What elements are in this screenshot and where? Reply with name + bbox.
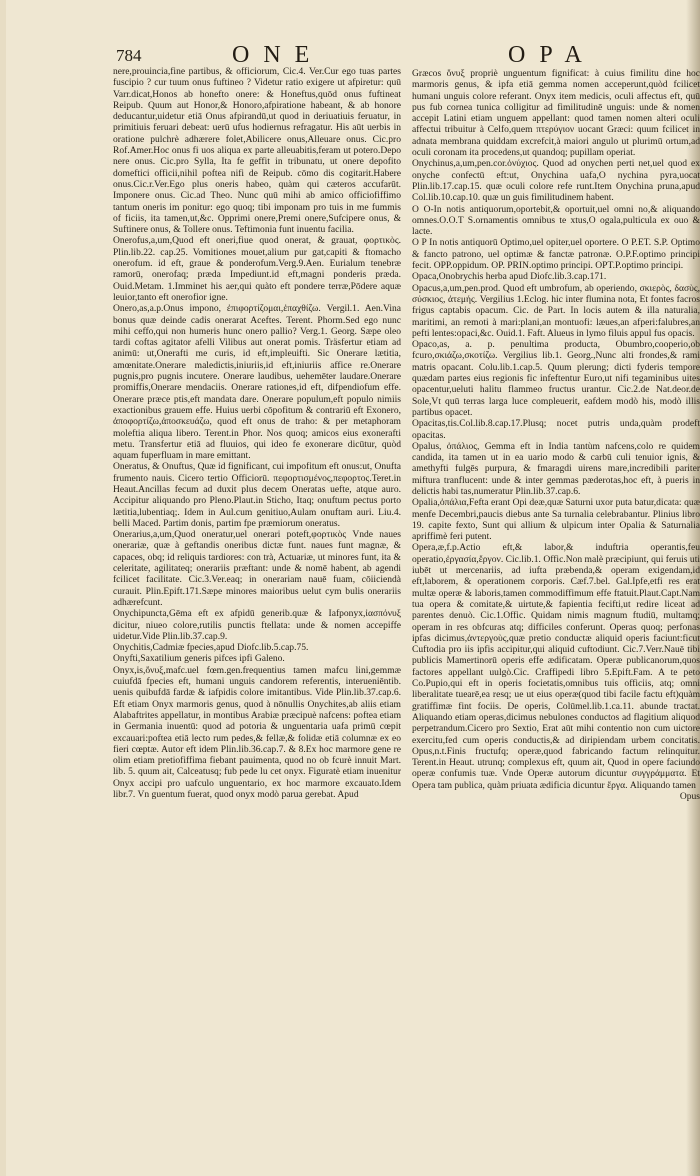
entry-opera: Opera,æ,f.p.Actio eft,& labor,& induftria operantis,feu operatio,ἐργασία,ἔργον. Cic.lib.1. Offic.Non malè præcipiunt, qui feruis uti iubēt ut mercenariis, ad iufta præbenda,& operam exigendam,id eft,laborem, & operationem corporis. Cæf.7.bel. Gal.Ipfe,etfi res erat multæ operæ & laboris,tamen commodiffimum effe ftatuit.Plaut.Capt.Nam tua opera & comitate,& uirtute,& fapientia fecifti,ut redire liceat ad parentes denuò. Cic.1.Offic. Quidam nimis magnum ftudiū, multamq; operam in res obfcuras atq; difficiles conferunt. Operas quoq; perfonas ipfas dicimus,ἀντεργοὺς,quæ pretio conductæ aliquid operis faciunt:ficut Cuftodia pro iis ipfis accipitur,qui aliquid cuftodiunt. Cic.7.Verr.Nauē tibi publicis Mamertinorū operis effe ædificatam. Operæ publicanorum,quos factores appellant uulgò.Cic. Craffipedi libro 5.Epift.Fam. A te peto Co.Pupio,qui eft in operis focietatis,omnibus tuis officiis, atq; omni liberalitate tuearē,ea resq; ue ut eius operæ(quod tibi facile factu eft)quàm gratiffimæ fint fociis. De operis, Colūmel.lib.1.ca.11. abunde tractat. Aliquando etiam operas,dicimus nebulones conductos ad flagitium aliquod perpetrandum.Cicero pro Sextio, Erat aūt mihi contentio non cum uictore exercitu,fed cum operis conductis,& ad diripiendam urbem concitatis. Opus,n.t.Finis fructufq; operæ,quod fabricando factum relinquitur. Terent.in Heaut. utrunq; complexus eft, quum ait, Quod in opere faciundo operæ confumis tuæ. Vnde Operæ autorum dicuntur συγγράμματα. Et Opera tam publica, quàm priuata ædificia dicuntur ἔργα. Aliquando tamen <box>412 542 700 791</box>
entry-onus-continued: nere,prouincia,fine partibus, & officiorum, Cic.4. Ver.Cur ego tuas partes fuscipio ? cur tuum onus fuftineo ? Videtur ratio exigere ut afpiretur: quū Varr.dicat,Honos ab honefto onere: & Honeftus,quōd onus fuftineat Reipub. Quum aut Honor,& Honoro,afpiratione habeant, & ab honore deducantur,uidetur etiā Onus afpirandū,ut quod in deriuatiuis feruatur, in primitiuis feruari debeat: uerū ufus hodiernus refragatur. His aūt uerbis in oratione pulchrè adhærere folet,Abilicere onus,Alleuare onus. Cic.pro Rof.Amer.Hoc onus fi uos aliqua ex parte alleuabitis,feram ut potero.Depo nere onus. Cic.pro Sylla, Ita fe geffit in tribunatu, ut onere depofito domeftici officii,nihil poftea nifi de Reipub. cōmo dis cogitarit.Habere onus.Cic.r.Ver.Ego plus oneris habeo, quàm qui cæteros accufarūt. Imponere onus. Cic.ad Theo. Nunc quū mihi ab amico officiofiffimo tantum oneris im ponitur: ego quoq; tibi imponam pro tuis in me fummis of ficiis, ita tamen,ut,&c. Opprimi onere,Premi onere,Sufcipere onus, & Suftinere onus, & Tollere onus. Teftimonia funt inuentu facilia. <box>113 66 401 236</box>
entry-onero: Onero,as,a.p.Onus impono, ἐπιφορτίζομαι,ἐπαχθίζω. Vergil.1. Aen.Vina bonus quæ deinde cadis onerarat Aceftes. Terent. Phorm.Sed ego nunc mihi ceffo,qui non humeris hunc onero pallio? Verg.1. Georg. Sæpe oleo tardi coftas agitator afelli Vilibus aut onerat pomis. Träsfertur etiam ad animū: ut,Onerafti me curis, id eft,impleuifti. Sic Onerare lætitia, amœnitate.Onerare maledictis,iniuriis,id eft,iniuriis affice re.Onerare pugnis,pro pugnis incutere. Onerare laudibus, uehemēter laudare.Onerare promiffis,Onerare mendaciis. Onerare rationes,id eft, difpendiofum effe. Onerare præce ptis,eft mandata dare. Onerare populum,eft populo nimiis exactionibus grauem effe. Huius uerbi cōpofitum & contrariū eft Exonero, ἀποφορτίζω,ἀποσκευάζω, quod eft onus de traho: & per metaphoram moleftia aliqua libero. Terent.in Phor. Nos quoq; amicos eius exonerafti metu. Transfertur etiā ad fluuios, qui ideo fe exonerare dicūtur, quòd aquam fuperfluam in mare emittant. <box>113 303 401 462</box>
left-running-head: O N E <box>232 42 314 68</box>
entry-opaco: Opaco,as, a. p. penultima producta, Obumbro,cooperio,ob fcuro,σκιάζω,σκοτίζω. Vergilius lib.1. Georg.,Nunc alti frondes,& rami matris opacant. Colu.lib.1.cap.5. Quum plerung; dicti fyderis tempore quædam partes eius regionis fic infeftentur Euro,ut nifi tegaminibus uites opacentur,ueluti halitu flammeo fructus urantur. Cic.2.de Nat.deor.de Sole,Vt quū terras larga luce compleuerit, eafdem modò his, modò illis partibus opacet. <box>412 339 700 418</box>
entry-onychipuncta: Onychipuncta,Gēma eft ex afpidū generib.quæ & Iafponyx,ἰασπόνυξ dicitur, niueo colore,rutilis punctis ftellata: unde & nomen accepiffe uidetur.Vide Plin.lib.37.cap.9. <box>113 608 401 642</box>
page-number: 784 <box>116 46 142 65</box>
entry-opalus: Opalus, ὀπάλιος, Gemma eft in India tantùm nafcens,colo re quidem candida, ita tamen ut in ea uario modo & carbū culi tenuior ignis, & amethyfti fulgēs purpura, & fmaragdi uirens mare,incredibili pariter miftura tranflucent: unde & inter gemmas pæderotas,hoc eft, à pueris in delictis habi tas,numeratur Plin.lib.37.cap.6. <box>412 440 700 497</box>
entry-onychinus: Onychinus,a,um,pen.cor.ὀνύχιος. Quod ad onychen perti net,uel quod ex onyche confectū eft:ut, Onychina uafa,O nychina pyra,uocat Plin.lib.17.cap.15. quæ oculi colore refe runt.Item Onychina pruna,apud Col.lib.10.cap.10. quæ un guis fimilitudinem habent. <box>412 158 700 204</box>
right-column <box>412 68 700 802</box>
entry-opacitas: Opacitas,tis.Col.lib.8.cap.17.Plusq; nocet putris unda,quàm prodeft opacitas. <box>412 418 700 441</box>
entry-opacus: Opacus,a,um,pen.prod. Quod eft umbrofum, ab operiendo, σκιερὸς, δασὺς, σύσκιος, ἀτεμής. Vergilius 1.Eclog. hic inter flumina nota, Et fontes facros frigus captabis opacum. Cic. de Part. In locis autem & illa naturalia, maritimi, an remoti à mari:plani,an montuofi: læues,an afperi:falubres,an pefti lentes:opaci,&c. Ouid.1. Faft. Alueus in lymo filuis appul fus opacis. <box>412 282 700 339</box>
entry-opalia: Opalia,ὀπάλια,Fefta erant Opi deæ,quæ Saturni uxor puta batur,dicata: quæ menfe Decembri,paucis diebus ante Sa turnalia celebrabantur. Plinius libro 19. capite fexto, Sunt qui allium & ulpicum inter Opalia & Saturnalia apriffimè feri putent. <box>412 497 700 543</box>
right-running-head: O P A <box>508 42 586 68</box>
entry-op: O P In notis antiquorū Optimo,uel opiter,uel oportere. O P.ET. S.P. Optimo & fancto patrono, uel optimæ & fanctæ patronæ. O.P.F.optimo principi fecit. OPP.oppidum. OP. PRIN.optimo principi. OPT.P.optimo principi. <box>412 237 700 272</box>
left-column <box>113 66 401 800</box>
entry-onyx: Onyx,is,ὄνυξ,mafc.uel fœm.gen.frequentius tamen mafcu lini,gemmæ cuiufdā fpecies eft, humani unguis candorem referentis, interueniēntib. uenis quibufdā fardæ & iafpidis colore imitantibus. Vide Plin.lib.37.cap.6. Eft etiam Onyx marmoris genus, quod à nōnullis Onychites,ab aliis etiam Alabaftrites appellatur, in montibus Arabiæ præcipuè nafcens: poftea etiam in Germania inuentū: quod ad potoria & unguentaria uafa primū cœpit excauari:poftea etiā lecto rum pedes,& fellæ,& folidæ etiā columnæ ex eo fieri cœptæ. Autor eft idem Plin.lib.36.cap.7. & 8.Ex hoc marmore gene re olim etiam pretiofiffima fiebant pauimenta, quod no ob fcurè innuit Mart. lib. 5. quum ait, Calceatusq; fub pede lu cet onyx. Figuratè etiam inuenitur Onyx accipi pro uafculo unguentario, ex hoc marmore excauato.Idem libr.7. Vn guentum fuerat, quod onyx modò parua gerebat. Apud <box>113 664 401 800</box>
entry-onysti: Onyfti,Saxatilium generis pifces ipfi Galeno. <box>113 653 285 665</box>
entry-onyx-continued: Græcos ὄνυξ propriè unguentum fignificat: à cuius fimilitu dine hoc marmoris genus, & ipfa etiā gemma nomen acceperunt,quòd fcilicet humani unguis colore referant. Onyx item medicis, oculi affectus eft, quū pus fub cornea tunica colligitur ad fimilitudinē unguis: unde & nomen accepit Latini etiam unguem appellant: quod tamen nomen alteri oculi affectui tribuitur à Celfo,quem πτερύγιον uocant Græci: quum fcilicet in adnata membrana quiddam excrefcit,à maiori angulo ut plurimū ortum,ad oculi coronam ita procedens,ut quandoq; pupillam operiat. <box>412 68 700 159</box>
entry-onychitis: Onychitis,Cadmiæ fpecies,apud Diofc.lib.5.cap.75. <box>113 642 309 654</box>
entry-onerarius: Onerarius,a,um,Quod oneratur,uel onerari poteft,φορτικὸς Vnde naues onerariæ, quæ à geftandis oneribus dictæ funt. naues funt magnæ, & capaces, obq; id reliquis tardiores: con trà, Actuariæ, ut minores funt, ita & celeritate, agilitateq; onerariis præftant: unde & nomē habent, ab agendi fcilicet facilitate. Cic.3.Ver.eaq; in onerariam nauē fuam, cōiiciendà curauit. Plin.Epift.171.Sæpe minores maioribus uelut cym bulis onerariis adhærefcunt. <box>113 529 401 608</box>
entry-oo: O O-In notis antiquorum,oportebit,& oportuit,uel omni no,& aliquando omnes.O.O.T S.ornamentis omnibus te xtus,O ogala,pulticula ex ouo & lacte. <box>412 203 700 238</box>
entry-oneratus: Oneratus, & Onuftus, Quæ id fignificant, cui impofitum eft onus:ut, Onufta frumento nauis. Cicero tertio Officiorū. πεφορτισμένος,πεφορτος.Teret.in Heaut.Ancillas fecum ad duxit plus decem Oneratas uefte, atque auro. Accipitur aliquando pro Pleno.Plaut.in Sticho, Itaq; onuftum pectus porto lætitia,lubentiaq;. Idem in Aul.cum genitiuo,Aulam onuftam auri. Liu.4. belli Maced. Partim donis, partim fpe præmiorum oneratus. <box>113 461 401 529</box>
catchword: Opus <box>679 791 700 802</box>
page-left-edge <box>0 0 6 1176</box>
entry-opaca: Opaca,Onobrychis herba apud Diofc.lib.3.cap.171. <box>412 271 607 283</box>
entry-onerosus: Onerofus,a,um,Quod eft oneri,fiue quod onerat, & grauat, φορτικὸς. Plin.lib.22. cap.25. Vomitiones mouet,alium pur gat,capiti & ftomacho onerofum. id eft, graue & ponderofum.Verg.9.Aen. Eurialum tenebræ ramorū, onerofaq; præda Impediunt.id eft,magni ponderis præda. Ouid.Metam. 1.Imminet his aer,qui quàto eft pondere terræ,Pōdere aquæ leuior,tanto eft onerofior igne. <box>113 235 401 303</box>
